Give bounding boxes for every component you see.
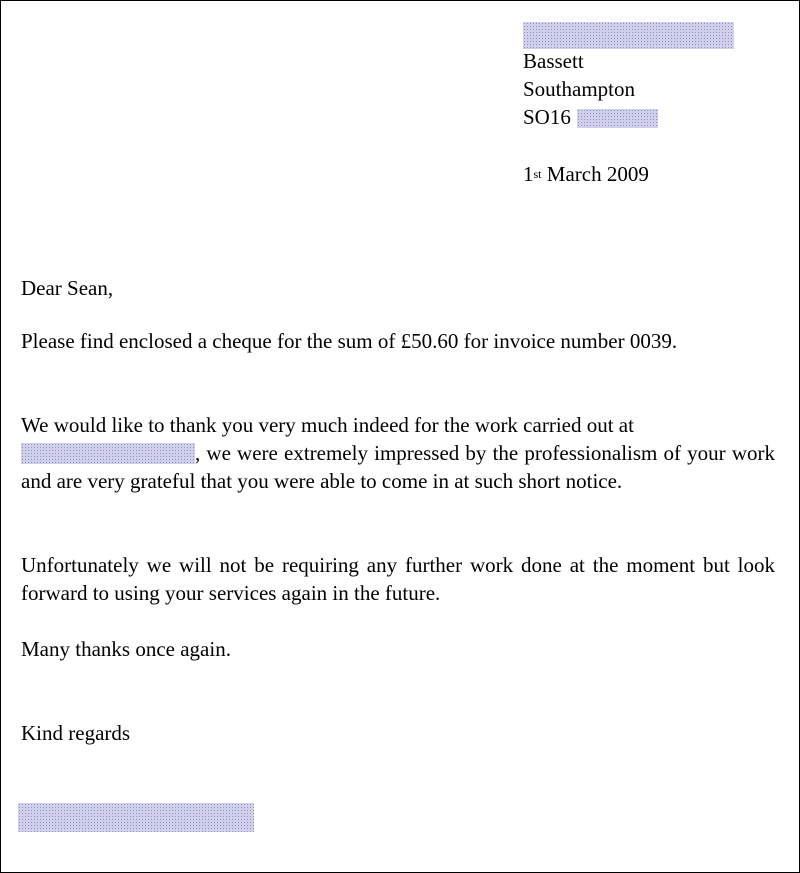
postcode-prefix: SO16	[523, 105, 571, 129]
paragraph-many-thanks: Many thanks once again.	[21, 637, 231, 661]
redacted-street-address	[523, 22, 734, 49]
paragraph-thanks	[21, 411, 775, 495]
paragraph-future: Unfortunately we will not be requiring any further work done at the moment but look forward to using your services again in the future.	[21, 553, 775, 605]
date-month-year: March 2009	[541, 162, 649, 186]
salutation: Dear Sean,	[21, 276, 114, 300]
address-line-locality: Bassett	[523, 49, 584, 73]
closing: Kind regards	[21, 721, 131, 745]
sender-address	[523, 19, 734, 131]
redacted-signature	[18, 803, 254, 832]
paragraph-payment: Please find enclosed a cheque for the sum of £50.60 for invoice number 0039.	[21, 329, 678, 353]
redacted-postcode-suffix	[577, 109, 658, 128]
letter-date	[523, 160, 649, 191]
address-line-city: Southampton	[523, 77, 636, 101]
address-line-postcode	[523, 103, 734, 131]
paragraph-thanks-part-1: We would like to thank you very much indeed for the work carried out at	[21, 413, 634, 437]
redacted-work-location	[21, 443, 195, 464]
address-line-street	[523, 19, 734, 47]
date-day: 1	[523, 162, 534, 186]
paragraph-thanks-part-2: , we were extremely impressed by the professionalism of your work and are very grateful that you were able to come in at such short notice.	[21, 441, 775, 493]
date-ordinal-suffix: st	[533, 167, 542, 181]
